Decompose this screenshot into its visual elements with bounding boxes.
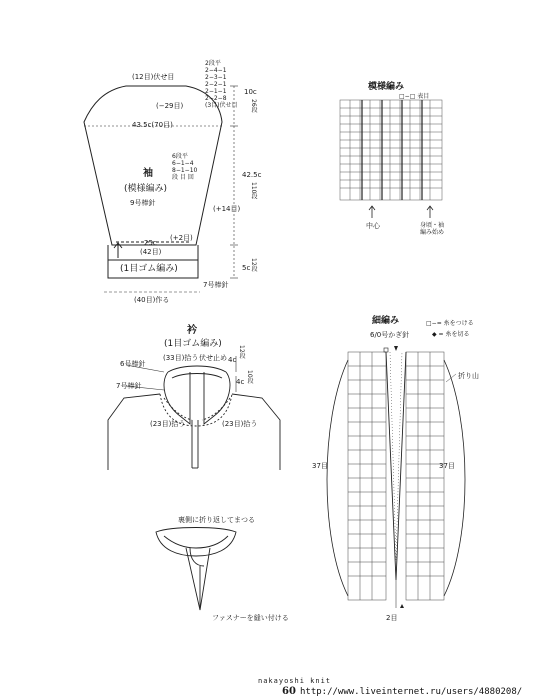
source-url[interactable]: http://www.liveinternet.ru/users/4880208/ xyxy=(300,686,548,699)
pattern-chart-grid xyxy=(340,100,442,200)
sleeve-increase-2: (+2目) xyxy=(170,234,193,242)
sleeve-needle-size: 9号棒針 xyxy=(130,199,156,207)
pattern-chart-start-note: 身頃・袖 編み始め xyxy=(420,222,445,236)
crochet-markers xyxy=(384,346,404,608)
collar-pickup-top: (33目)拾う xyxy=(163,354,199,362)
sleeve-row-rules: 6段平 6−1−4 8−1−10 段 目 回 xyxy=(172,153,198,181)
pattern-chart-center: 中心 xyxy=(366,222,380,230)
crochet-left-count: 37目 xyxy=(312,462,328,470)
sleeve-body-rows: 110段 xyxy=(250,182,257,200)
sleeve-cuff-needle: 7号棒針 xyxy=(203,281,229,289)
collar-height-2: 4c xyxy=(236,378,245,386)
sleeve-cuff-height: 5c xyxy=(242,264,251,272)
crochet-legend-join: □−= 糸をつける xyxy=(426,320,474,327)
collar-bind-off: 伏せ止め xyxy=(199,354,227,362)
collar-fold-note: 裏側に折り返してまつる xyxy=(178,516,255,524)
crochet-band xyxy=(327,352,465,608)
collar-needle-7: 7号棒針 xyxy=(116,382,142,390)
crochet-bottom-count: 2目 xyxy=(386,614,398,622)
sleeve-cuff-width: 25c xyxy=(144,239,157,247)
crochet-legend-cut: ◆ = 糸を切る xyxy=(432,331,470,338)
collar-title: 衿 xyxy=(187,325,197,336)
sleeve-cuff-label: (1目ゴム編み) xyxy=(120,264,178,274)
collar-stitch-name: (1目ゴム編み) xyxy=(164,339,222,349)
sleeve-cuff-stitches: (42目) xyxy=(140,248,162,256)
sleeve-cap-rules: 2段平 2−4−1 2−3−1 2−2−1 2−1−1 2−2−8 (3目)伏せ目 xyxy=(205,60,238,109)
sleeve-cap-height: 10c xyxy=(244,88,257,96)
sleeve-cuff-rows: 12段 xyxy=(250,258,257,272)
collar-pickup-right: (23目)拾う xyxy=(222,420,258,428)
sleeve-title: 袖 xyxy=(143,168,153,179)
crochet-fold-line: 折り山 xyxy=(458,372,479,380)
sleeve-decrease-label: (−29目) xyxy=(156,102,184,110)
sleeve-stitch-name: (模様編み) xyxy=(124,184,168,194)
crochet-right-count: 37目 xyxy=(439,462,455,470)
sleeve-width-label: 43.5c(70目) xyxy=(132,121,173,129)
sleeve-increase-14: (+14目) xyxy=(213,205,241,213)
collar-zipper-note: ファスナーを縫い付ける xyxy=(212,614,289,622)
sleeve-body-height: 42.5c xyxy=(242,171,262,179)
pattern-chart-legend: □−□ 表目 xyxy=(399,93,430,100)
pattern-chart-title: 模様編み xyxy=(368,82,405,92)
collar-rows-2: 10段 xyxy=(246,370,253,384)
crochet-hook-size: 6/0号かぎ針 xyxy=(370,331,410,339)
collar-height-1: 4c xyxy=(228,356,237,364)
collar-pickup-left: (23目)拾う xyxy=(150,420,186,428)
collar-folded-view xyxy=(156,528,236,611)
collar-needle-6: 6号棒針 xyxy=(120,360,146,368)
crochet-title: 細編み xyxy=(372,316,400,326)
sleeve-top-bind-off: (12目)伏せ目 xyxy=(132,73,175,81)
sleeve-cast-on: (40目)作る xyxy=(134,296,170,304)
sleeve-cap-rows: 26段 xyxy=(250,99,257,113)
brand-footer: nakayoshi knit xyxy=(258,677,332,685)
pattern-chart-arrows xyxy=(369,206,433,218)
page-number: 60 xyxy=(282,686,296,697)
collar-rows-1: 12段 xyxy=(238,345,245,359)
